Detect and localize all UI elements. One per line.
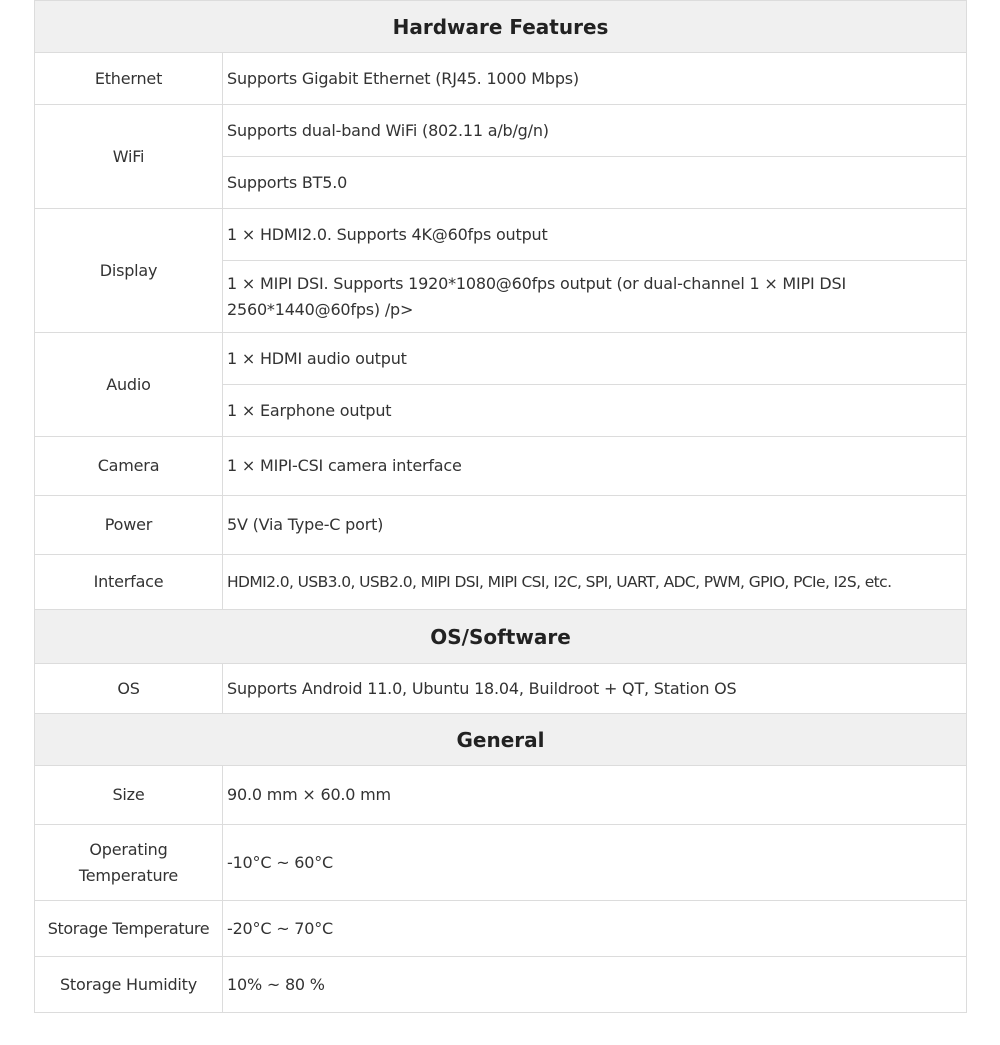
spec-label-operating-temperature-line1: Operating xyxy=(89,839,168,859)
spec-value-bluetooth: Supports BT5.0 xyxy=(223,157,967,209)
spec-row-camera xyxy=(35,437,967,496)
spec-label-wifi: WiFi xyxy=(35,105,223,209)
spec-row-audio-hdmi xyxy=(35,333,967,385)
section-header-general xyxy=(35,714,967,766)
spec-value-storage-temperature: -20°C ~ 70°C xyxy=(223,901,967,957)
section-header-software xyxy=(35,610,967,664)
spec-row-wifi xyxy=(35,105,967,157)
section-title-hardware: Hardware Features xyxy=(35,1,967,53)
spec-row-operating-temperature xyxy=(35,825,967,901)
spec-value-interface: HDMI2.0, USB3.0, USB2.0, MIPI DSI, MIPI CSI, I2C, SPI, UART, ADC, PWM, GPIO, PCIe, I2S, etc. xyxy=(223,555,967,610)
section-header-hardware xyxy=(35,1,967,53)
spec-value-wifi: Supports dual-band WiFi (802.11 a/b/g/n) xyxy=(223,105,967,157)
spec-label-storage-humidity: Storage Humidity xyxy=(35,957,223,1013)
spec-value-camera: 1 × MIPI-CSI camera interface xyxy=(223,437,967,496)
specifications-table xyxy=(34,0,967,1013)
spec-label-storage-temperature: Storage Temperature xyxy=(35,901,223,957)
spec-row-storage-humidity xyxy=(35,957,967,1013)
spec-value-display-mipi: 1 × MIPI DSI. Supports 1920*1080@60fps output (or dual-channel 1 × MIPI DSI 2560*1440@60fps) /p> xyxy=(223,261,967,333)
spec-label-audio: Audio xyxy=(35,333,223,437)
spec-row-storage-temperature xyxy=(35,901,967,957)
spec-value-storage-humidity: 10% ~ 80 % xyxy=(223,957,967,1013)
spec-label-display: Display xyxy=(35,209,223,333)
spec-row-ethernet xyxy=(35,53,967,105)
spec-row-power xyxy=(35,496,967,555)
spec-value-display-hdmi: 1 × HDMI2.0. Supports 4K@60fps output xyxy=(223,209,967,261)
spec-label-interface: Interface xyxy=(35,555,223,610)
spec-label-power: Power xyxy=(35,496,223,555)
section-title-general: General xyxy=(35,714,967,766)
spec-value-power: 5V (Via Type-C port) xyxy=(223,496,967,555)
spec-label-camera: Camera xyxy=(35,437,223,496)
spec-value-os: Supports Android 11.0, Ubuntu 18.04, Buildroot + QT, Station OS xyxy=(223,664,967,714)
spec-label-ethernet: Ethernet xyxy=(35,53,223,105)
spec-value-size: 90.0 mm × 60.0 mm xyxy=(223,766,967,825)
spec-label-size: Size xyxy=(35,766,223,825)
spec-value-ethernet: Supports Gigabit Ethernet (RJ45. 1000 Mbps) xyxy=(223,53,967,105)
section-title-software: OS/Software xyxy=(35,610,967,664)
spec-value-audio-earphone: 1 × Earphone output xyxy=(223,385,967,437)
spec-row-display-hdmi xyxy=(35,209,967,261)
spec-row-os xyxy=(35,664,967,714)
spec-value-audio-hdmi: 1 × HDMI audio output xyxy=(223,333,967,385)
spec-label-os: OS xyxy=(35,664,223,714)
spec-value-operating-temperature: -10°C ~ 60°C xyxy=(223,825,967,901)
spec-row-interface xyxy=(35,555,967,610)
spec-label-operating-temperature-line2: Temperature xyxy=(78,865,179,885)
spec-label-operating-temperature xyxy=(35,825,223,901)
spec-row-size xyxy=(35,766,967,825)
